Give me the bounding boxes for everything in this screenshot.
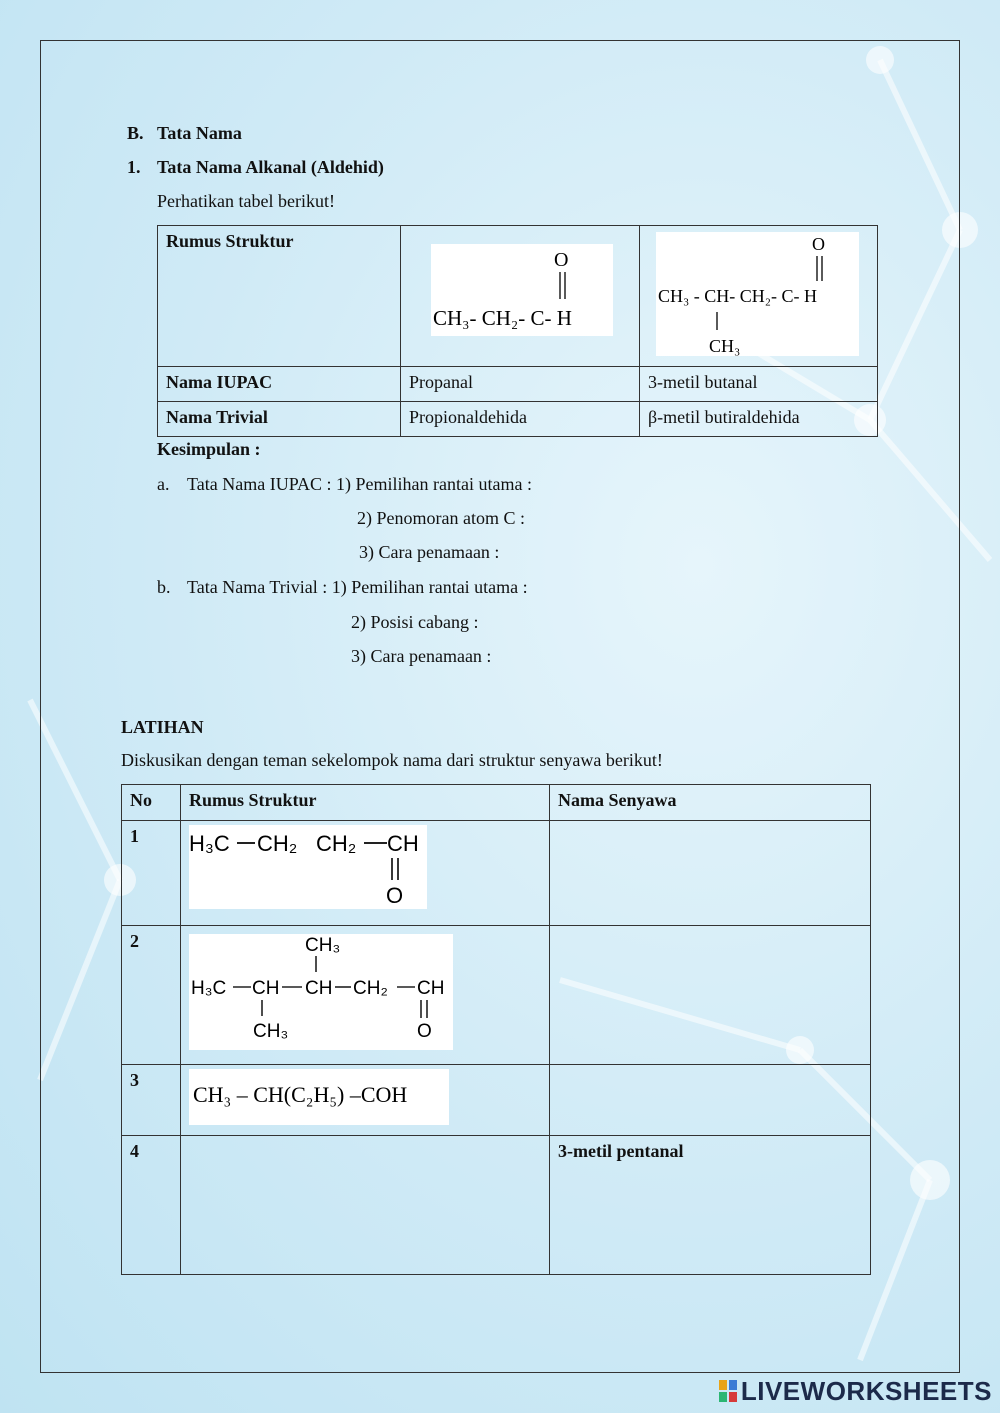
trivial-metilbutanal: β-metil butiraldehida bbox=[640, 402, 878, 437]
s2-ch-end: CH bbox=[417, 978, 445, 999]
structure-cell-propanal bbox=[401, 226, 640, 367]
header-no: No bbox=[122, 785, 181, 821]
intro-text: Perhatikan tabel berikut! bbox=[157, 191, 335, 211]
answer-cell-1[interactable] bbox=[550, 821, 871, 926]
structure-3-svg bbox=[189, 1069, 449, 1125]
propanal-structure bbox=[431, 244, 613, 336]
conclusion-a-item-2: 2) Penomoran atom C : bbox=[357, 508, 525, 528]
s2-oxygen: O bbox=[417, 1021, 432, 1042]
s1-ch: CH bbox=[387, 831, 419, 856]
liveworksheets-text: LIVEWORKSHEETS bbox=[740, 1376, 992, 1406]
structure-cell-2 bbox=[181, 926, 550, 1065]
structure-cell-metilbutanal bbox=[640, 226, 878, 367]
conclusion-b-text: Tata Nama Trivial : 1) Pemilihan rantai utama : bbox=[187, 577, 528, 597]
latihan-table bbox=[121, 784, 871, 1275]
header-nama: Nama Senyawa bbox=[550, 785, 871, 821]
iupac-propanal: Propanal bbox=[401, 367, 640, 402]
s2-ch2: CH₂ bbox=[353, 978, 388, 999]
table-row bbox=[122, 1065, 871, 1136]
row-label-rumus: Rumus Struktur bbox=[158, 226, 401, 367]
liveworksheets-logo bbox=[719, 1376, 992, 1407]
row-no: 2 bbox=[122, 926, 181, 1065]
latihan-instruction: Diskusikan dengan teman sekelompok nama dari struktur senyawa berikut! bbox=[121, 750, 663, 770]
answer-cell-3[interactable] bbox=[550, 1065, 871, 1136]
subsection-title: Tata Nama Alkanal (Aldehid) bbox=[157, 157, 384, 177]
row-no: 4 bbox=[122, 1136, 181, 1275]
answer-structure-cell-4[interactable] bbox=[181, 1136, 550, 1275]
propanal-oxygen: O bbox=[554, 249, 569, 271]
s2-ch-a: CH bbox=[252, 978, 280, 999]
metilbutanal-formula: CH₃ - CH- CH₂- C- H bbox=[658, 286, 818, 306]
propanal-formula: CH₃- CH₂- C- H bbox=[433, 306, 572, 330]
s1-ch2-a: CH₂ bbox=[257, 831, 298, 856]
compound-name-4: 3-metil pentanal bbox=[550, 1136, 871, 1275]
iupac-metilbutanal: 3-metil butanal bbox=[640, 367, 878, 402]
row-no: 1 bbox=[122, 821, 181, 926]
row-label-trivial: Nama Trivial bbox=[158, 402, 401, 437]
table-row bbox=[122, 821, 871, 926]
table-row bbox=[122, 926, 871, 1065]
conclusion-b-label: b. bbox=[157, 577, 171, 597]
subsection-number: 1. bbox=[127, 157, 141, 177]
s2-h3c: H₃C bbox=[191, 978, 227, 999]
conclusion-a-item-3: 3) Cara penamaan : bbox=[359, 542, 500, 562]
row-no: 3 bbox=[122, 1065, 181, 1136]
latihan-title: LATIHAN bbox=[121, 717, 204, 737]
propanal-structure-svg bbox=[431, 244, 613, 336]
answer-cell-2[interactable] bbox=[550, 926, 871, 1065]
conclusion-b-item-3: 3) Cara penamaan : bbox=[351, 646, 492, 666]
metilbutanal-branch: CH₃ bbox=[709, 336, 741, 356]
structure-2 bbox=[189, 934, 453, 1050]
trivial-propanal: Propionaldehida bbox=[401, 402, 640, 437]
metilbutanal-oxygen: O bbox=[812, 234, 825, 254]
conclusion-a-text: Tata Nama IUPAC : 1) Pemilihan rantai utama : bbox=[187, 474, 532, 494]
s2-ch-b: CH bbox=[305, 978, 333, 999]
structure-3 bbox=[189, 1069, 449, 1125]
s2-top-branch: CH₃ bbox=[305, 935, 341, 956]
alkanal-table bbox=[157, 225, 878, 437]
metilbutanal-structure-svg bbox=[656, 232, 859, 356]
structure-cell-1 bbox=[181, 821, 550, 926]
s1-oxygen: O bbox=[386, 883, 404, 908]
conclusion-title: Kesimpulan : bbox=[157, 439, 261, 459]
section-letter: B. bbox=[127, 123, 144, 143]
structure-cell-3 bbox=[181, 1065, 550, 1136]
s1-ch2-b: CH₂ bbox=[316, 831, 357, 856]
s1-h3c: H₃C bbox=[189, 831, 230, 856]
table-row bbox=[122, 1136, 871, 1275]
row-label-iupac: Nama IUPAC bbox=[158, 367, 401, 402]
section-title: Tata Nama bbox=[157, 123, 242, 143]
conclusion-a-label: a. bbox=[157, 474, 170, 494]
s3-formula: CH₃ – CH(C₂H₅) –COH bbox=[193, 1082, 408, 1107]
structure-2-svg bbox=[189, 934, 453, 1050]
conclusion-b-item-2: 2) Posisi cabang : bbox=[351, 612, 479, 632]
structure-1-svg bbox=[189, 825, 427, 909]
header-rumus: Rumus Struktur bbox=[181, 785, 550, 821]
s2-bottom-branch: CH₃ bbox=[253, 1021, 289, 1042]
structure-1 bbox=[189, 825, 427, 909]
metilbutanal-structure bbox=[656, 232, 859, 356]
liveworksheets-icon bbox=[719, 1380, 737, 1402]
